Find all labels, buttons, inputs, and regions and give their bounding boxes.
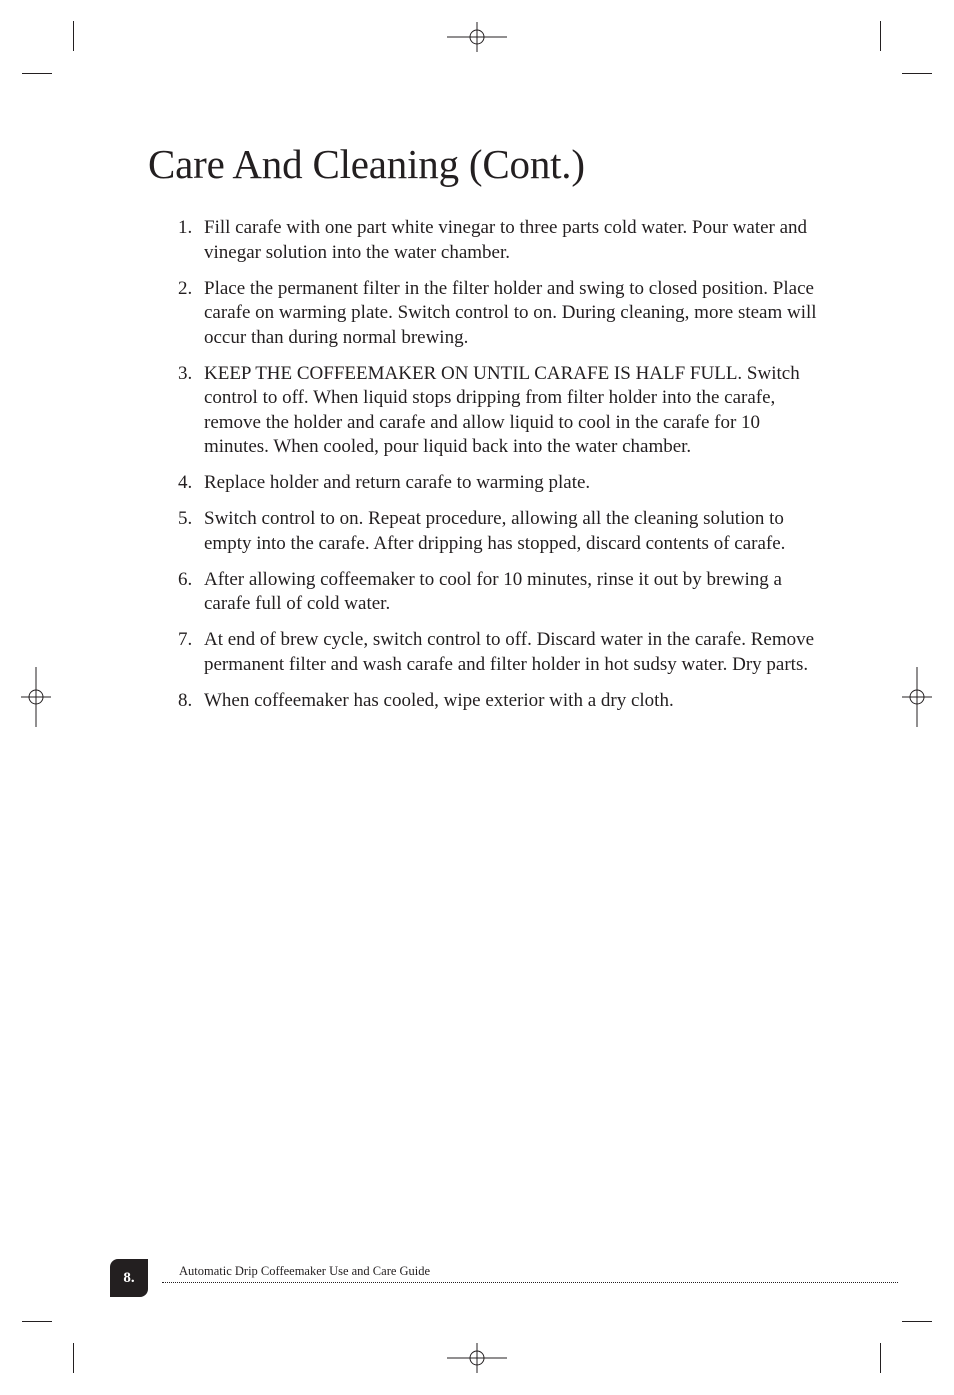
crop-mark-icon [73,21,74,51]
registration-mark-icon [887,667,947,727]
step-text: When coffeemaker has cooled, wipe exterior with a dry cloth. [204,689,674,711]
step-number: 4. [178,472,193,493]
step-number: 1. [178,217,193,238]
list-item [178,277,818,351]
list-item [178,216,818,265]
step-text: Place the permanent filter in the filter holder and swing to closed position. Place carafe on warming plate. Switch control to on. During cleaning, more steam will occur than during normal brewing. [204,277,817,348]
step-text: Replace holder and return carafe to warming plate. [204,472,591,493]
list-item [178,471,818,496]
page-title: Care And Cleaning (Cont.) [148,141,585,187]
page-number-badge: 8. [110,1259,148,1297]
list-item [178,568,818,617]
step-text: KEEP THE COFFEEMAKER ON UNTIL CARAFE IS HALF FULL. Switch control to off. When liquid stops dripping from filter holder into the carafe, remove the holder and carafe and allow liquid to cool in the carafe for 10 minutes. When cooled, pour liquid back into the water chamber. [204,362,800,457]
step-number: 2. [178,277,193,299]
list-item [178,628,818,677]
crop-mark-icon [902,1321,932,1322]
step-number: 7. [178,629,193,650]
step-text: After allowing coffeemaker to cool for 10 minutes, rinse it out by brewing a carafe full of cold water. [204,568,782,614]
list-item [178,507,818,556]
step-text: Switch control to on. Repeat procedure, allowing all the cleaning solution to empty into the carafe. After dripping has stopped, discard contents of carafe. [204,508,786,554]
crop-mark-icon [880,21,881,51]
step-text: Fill carafe with one part white vinegar to three parts cold water. Pour water and vinegar solution into the water chamber. [204,217,808,263]
step-text: At end of brew cycle, switch control to off. Discard water in the carafe. Remove permanent filter and wash carafe and filter holder in hot sudsy water. Dry parts. [204,629,815,675]
step-number: 5. [178,508,193,529]
footer-dotted-rule [162,1282,898,1283]
list-item [178,689,818,714]
crop-mark-icon [902,73,932,74]
cleaning-steps-list [178,216,818,725]
registration-mark-icon [447,7,507,67]
registration-mark-icon [6,667,66,727]
crop-mark-icon [22,73,52,74]
step-number: 3. [178,362,193,384]
crop-mark-icon [73,1343,74,1373]
registration-mark-icon [447,1328,507,1388]
list-item [178,362,818,460]
footer-guide-title: Automatic Drip Coffeemaker Use and Care Guide [179,1264,431,1278]
step-number: 8. [178,689,193,711]
crop-mark-icon [880,1343,881,1373]
step-number: 6. [178,568,193,590]
crop-mark-icon [22,1321,52,1322]
